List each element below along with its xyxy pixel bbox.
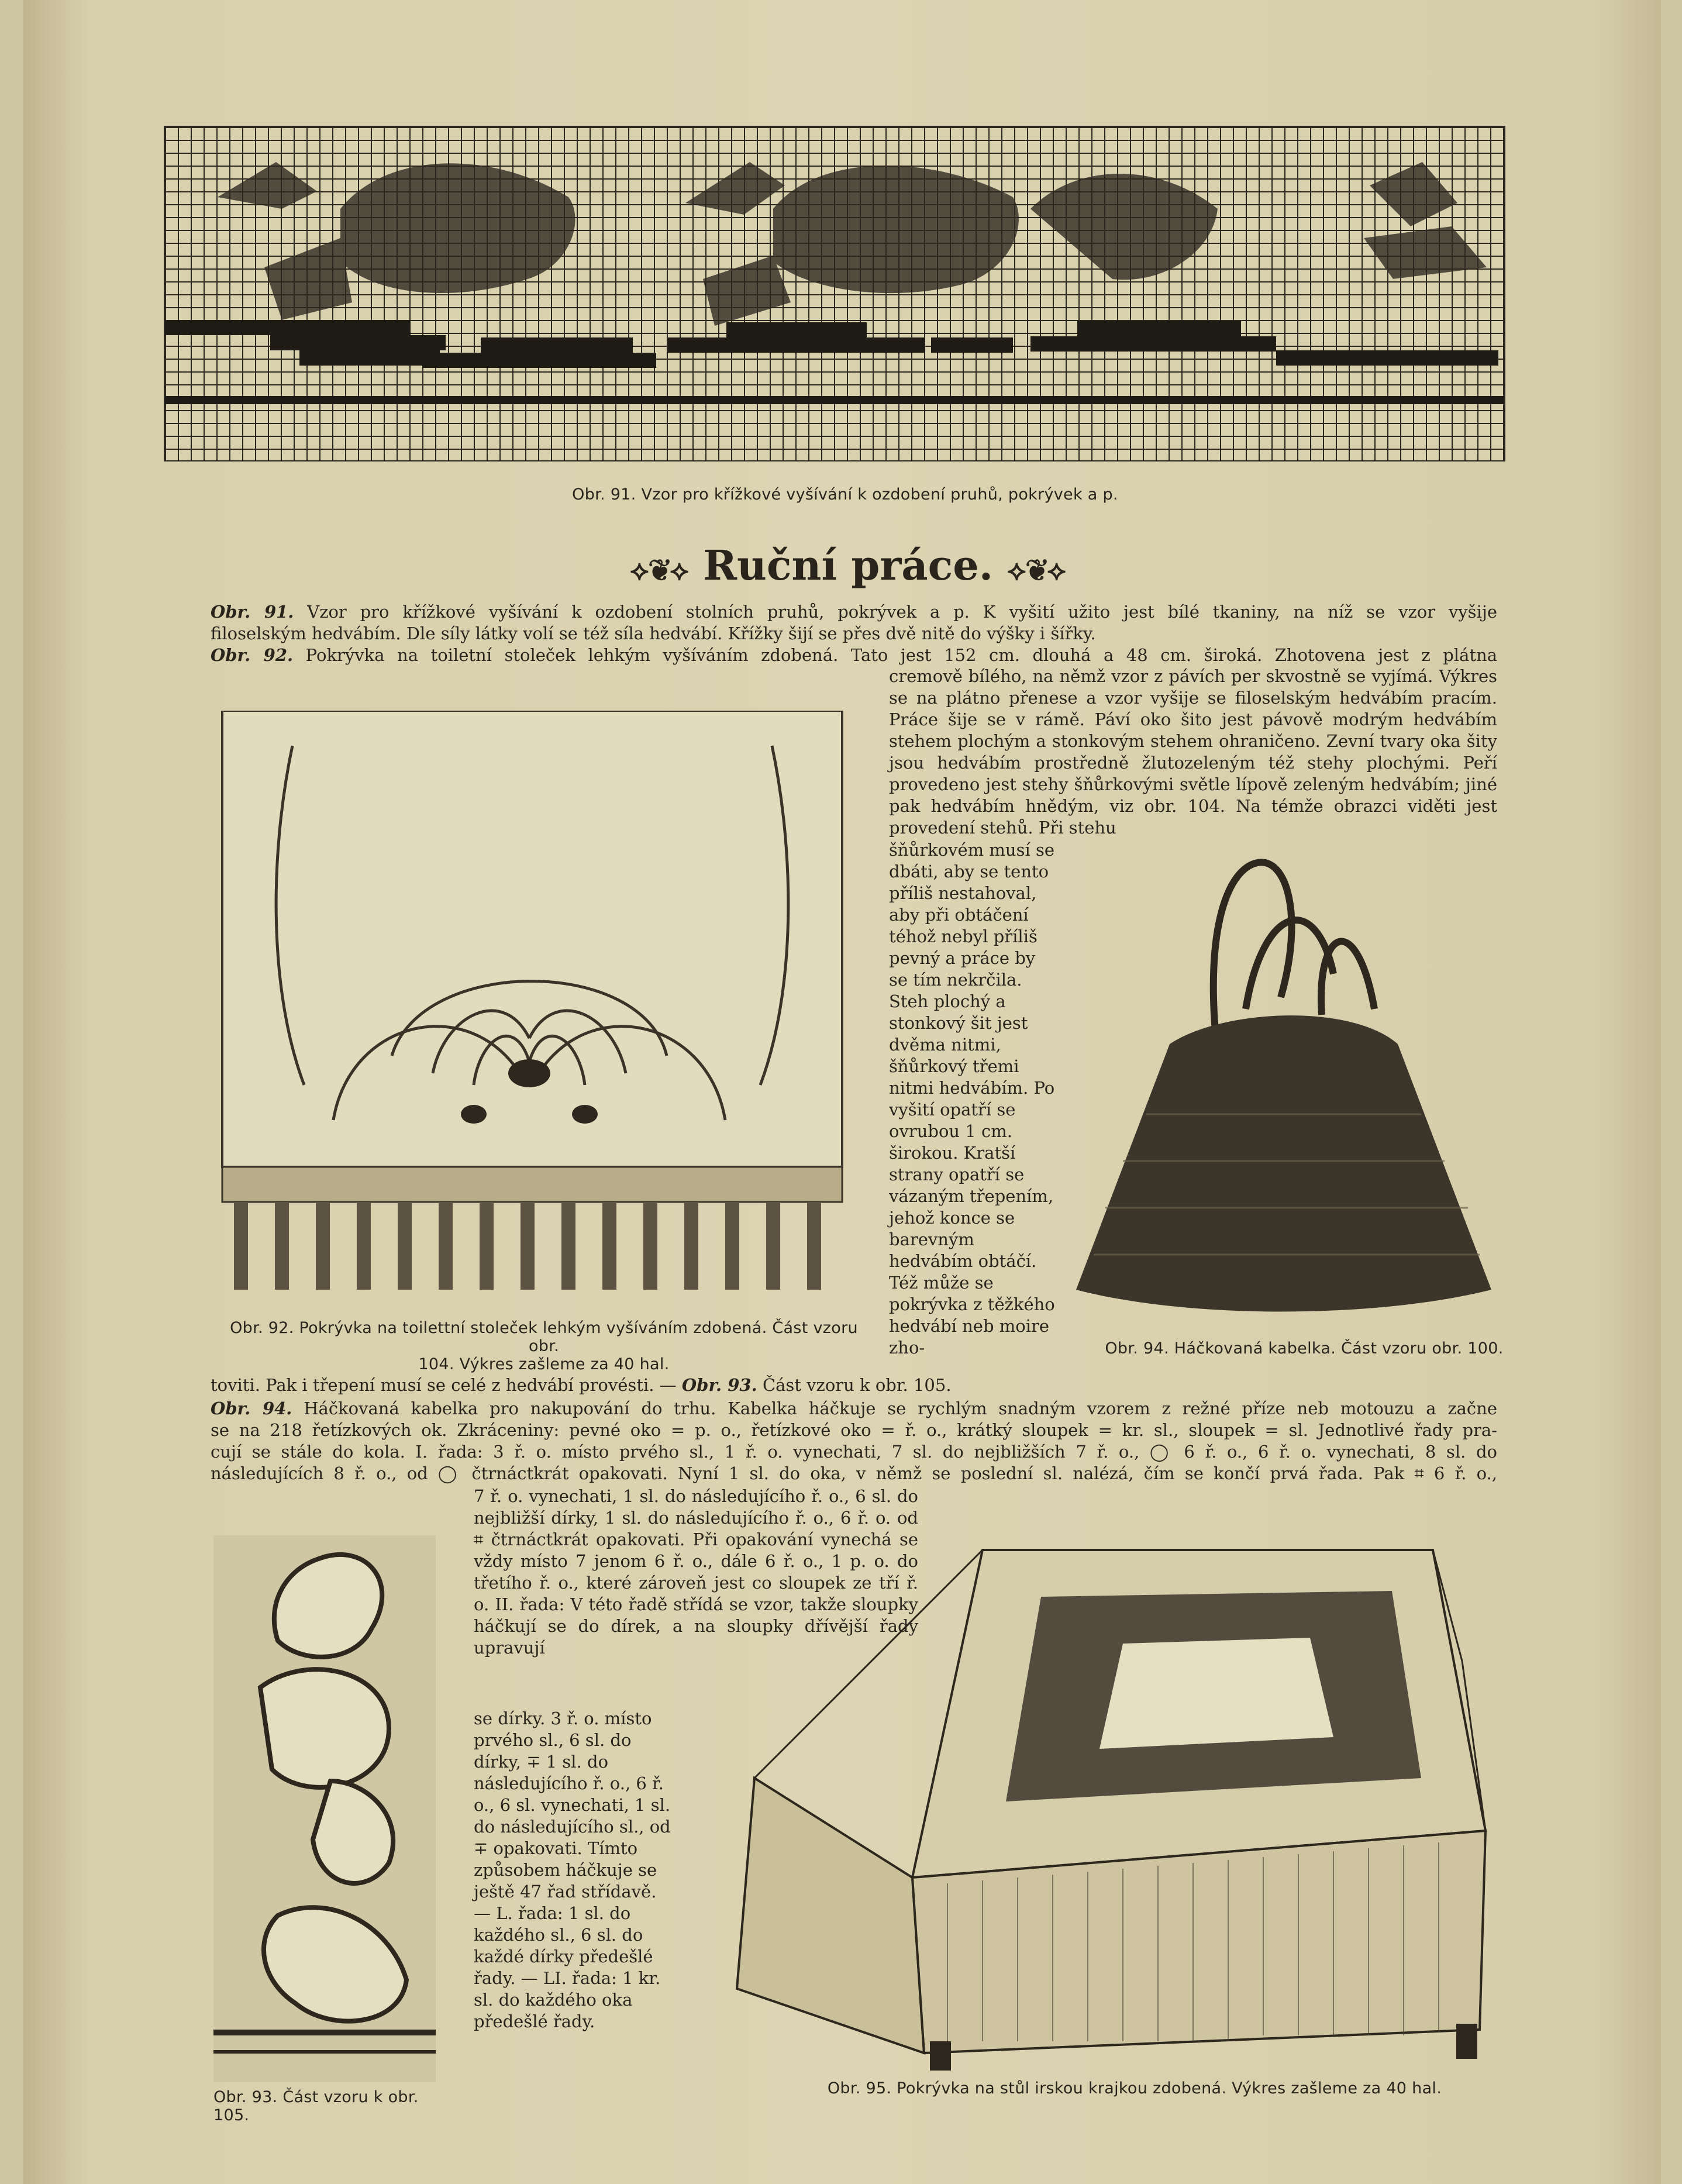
obr94-line4: následujících 8 ř. o., od ◯ čtrnáctkrát opakovati. Nyní 1 sl. do oka, v němž se poslední sl. nalézá, čím se končí prvá řada. Pak ⌗ 6 ř. o., [211, 1463, 1497, 1483]
obr93-ref-label: Obr. 93. [681, 1375, 757, 1395]
page [23, 0, 1661, 2184]
fig92-caption [213, 1319, 874, 1373]
ornament-right-icon: ⟡❦⟡ [1007, 554, 1066, 587]
obr94-label: Obr. 94. [211, 1398, 292, 1418]
fig92-caption-line1: Obr. 92. Pokrývka na toilettní stoleček lehkým vyšíváním zdobená. Část vzoru obr. [230, 1319, 858, 1355]
fig94-caption: Obr. 94. Háčkovaná kabelka. Část vzoru obr. 100. [1105, 1339, 1504, 1358]
paragraph-obr91 [211, 601, 1497, 666]
fig92-caption-line2: 104. Výkres zašleme za 40 hal. [418, 1355, 670, 1373]
fig92-table-runner-illustration [199, 711, 860, 1304]
fig95-caption: Obr. 95. Pokrývka na stůl irskou krajkou zdobená. Výkres zašleme za 40 hal. [827, 2079, 1442, 2097]
paragraph-obr92-column: šňůrkovém musí se dbáti, aby se tento příliš nestahoval, aby při obtáčení téhož nebyl příliš pevný a práce by se tím nekrčila. Steh plochý a stonkový šit jest dvěma nitmi, šňůrkový třemi nitmi hedvábím. Po vyšití opatří se ovrubou 1 cm. širokou. Kratší strany opatří se vázaným třepením, jehož konce se barevným hedvábím obtáčí. Též může se pokrývka z těžkého hedvábí neb moire zho- [889, 840, 1055, 1358]
heading-text: Ruční práce. [702, 541, 994, 590]
obr94-line3: cují se stále do kola. I. řada: 3 ř. o. místo prvého sl., 1 ř. o. vynechati, 7 sl. do nejbližších 7 ř. o., ◯ 6 ř. o., 6 ř. o. vynechati, 8 sl. do [211, 1442, 1497, 1462]
obr94-line2: se na 218 řetízkových ok. Zkráceniny: pevné oko = p. o., řetízkové oko = ř. o., krátký sloupek = kr. sl., sloupek = sl. Jednotlivé řady pra- [211, 1420, 1497, 1440]
paragraph-obr92-end [211, 1375, 1497, 1396]
obr92-line1: Pokrývka na toiletní stoleček lehkým vyšíváním zdobená. Tato jest 152 cm. dlouhá a 48 cm. široká. Zhotovena jest z plátna [305, 645, 1497, 665]
obr94-line1: Háčkovaná kabelka pro nakupování do trhu. Kabelka háčkuje se rychlým snadným vzorem z režné příze neb motouzu a začne [304, 1398, 1498, 1418]
obr92-end-text: toviti. Pak i třepení musí se celé z hedvábí provésti. — [211, 1375, 677, 1395]
obr93-ref-text: Část vzoru k obr. 105. [762, 1375, 952, 1395]
ornament-left-icon: ⟡❦⟡ [630, 554, 689, 587]
fig91-caption: Obr. 91. Vzor pro křížkové vyšívání k ozdobení pruhů, pokrývek a p. [572, 485, 1118, 504]
fig91-cross-stitch-pattern [164, 126, 1505, 461]
paragraph-obr94-narrow: se dírky. 3 ř. o. místo prvého sl., 6 sl. do dírky, ∓ 1 sl. do následujícího ř. o., 6 ř. o., 6 sl. vynechati, 1 sl. do následujícího sl., od ∓ opakovati. Tímto způsobem háčkuje se ještě 47 řad střídavě. — L. řada: 1 sl. do každého sl., 6 sl. do každé dírky předešlé řady. — LI. řada: 1 kr. sl. do každého oka předešlé řady. [474, 1708, 671, 2031]
fig94-crochet-bag-illustration [1070, 857, 1497, 1325]
obr92-label: Obr. 92. [211, 645, 294, 665]
page-title [573, 541, 1123, 590]
fig93-floral-pattern-illustration [213, 1535, 436, 2082]
obr91-label: Obr. 91. [211, 602, 294, 622]
fig93-caption: Obr. 93. Část vzoru k obr. 105. [213, 2088, 419, 2124]
paragraph-obr92-right: cremově bílého, na němž vzor z pávích per skvostně se vyjímá. Výkres se na plátno přenese a vzor vyšije se filoselským hedvábím pracím. Práce šije se v rámě. Páví oko šito jest pávově modrým hedvábím stehem plochým a stonkovým stehem ohraničeno. Zevní tvary oka šity jsou hedvábím prostředně žlutozeleným též stehy plochými. Peří provedeno jest stehy šňůrkovými světle lípově zeleným hedvábím; jiné pak hedvábím hnědým, viz obr. 104. Na témže obrazci viděti jest provedení stehů. Při stehu [889, 666, 1497, 838]
obr91-line2: filoselským hedvábím. Dle síly látky volí se též síla hedvábí. Křížky šijí se přes dvě nitě do výšky i šířky. [211, 623, 1096, 643]
paragraph-obr94-mid: 7 ř. o. vynechati, 1 sl. do následujícího ř. o., 6 sl. do nejbližší dírky, 1 sl. do následujícího ř. o., 6 ř. o. od ⌗ čtrnáctkrát opakovati. Při opakování vynechá se vždy místo 7 jenom 6 ř. o., dále 6 ř. o., 1 p. o. do třetího ř. o., které zároveň jest co sloupek ze tří ř. o. II. řada: V této řadě střídá se vzor, takže sloupky háčkují se do dírek, a na sloupky dřívější řady upravují [474, 1486, 918, 1658]
obr91-line1: Vzor pro křížkové vyšívání k ozdobení stolních pruhů, pokrývek a p. K vyšití užito jest bílé tkaniny, na níž se vzor vyšije [307, 602, 1497, 622]
fig95-tablecloth-illustration [702, 1527, 1503, 2071]
paragraph-obr94 [211, 1398, 1497, 1484]
